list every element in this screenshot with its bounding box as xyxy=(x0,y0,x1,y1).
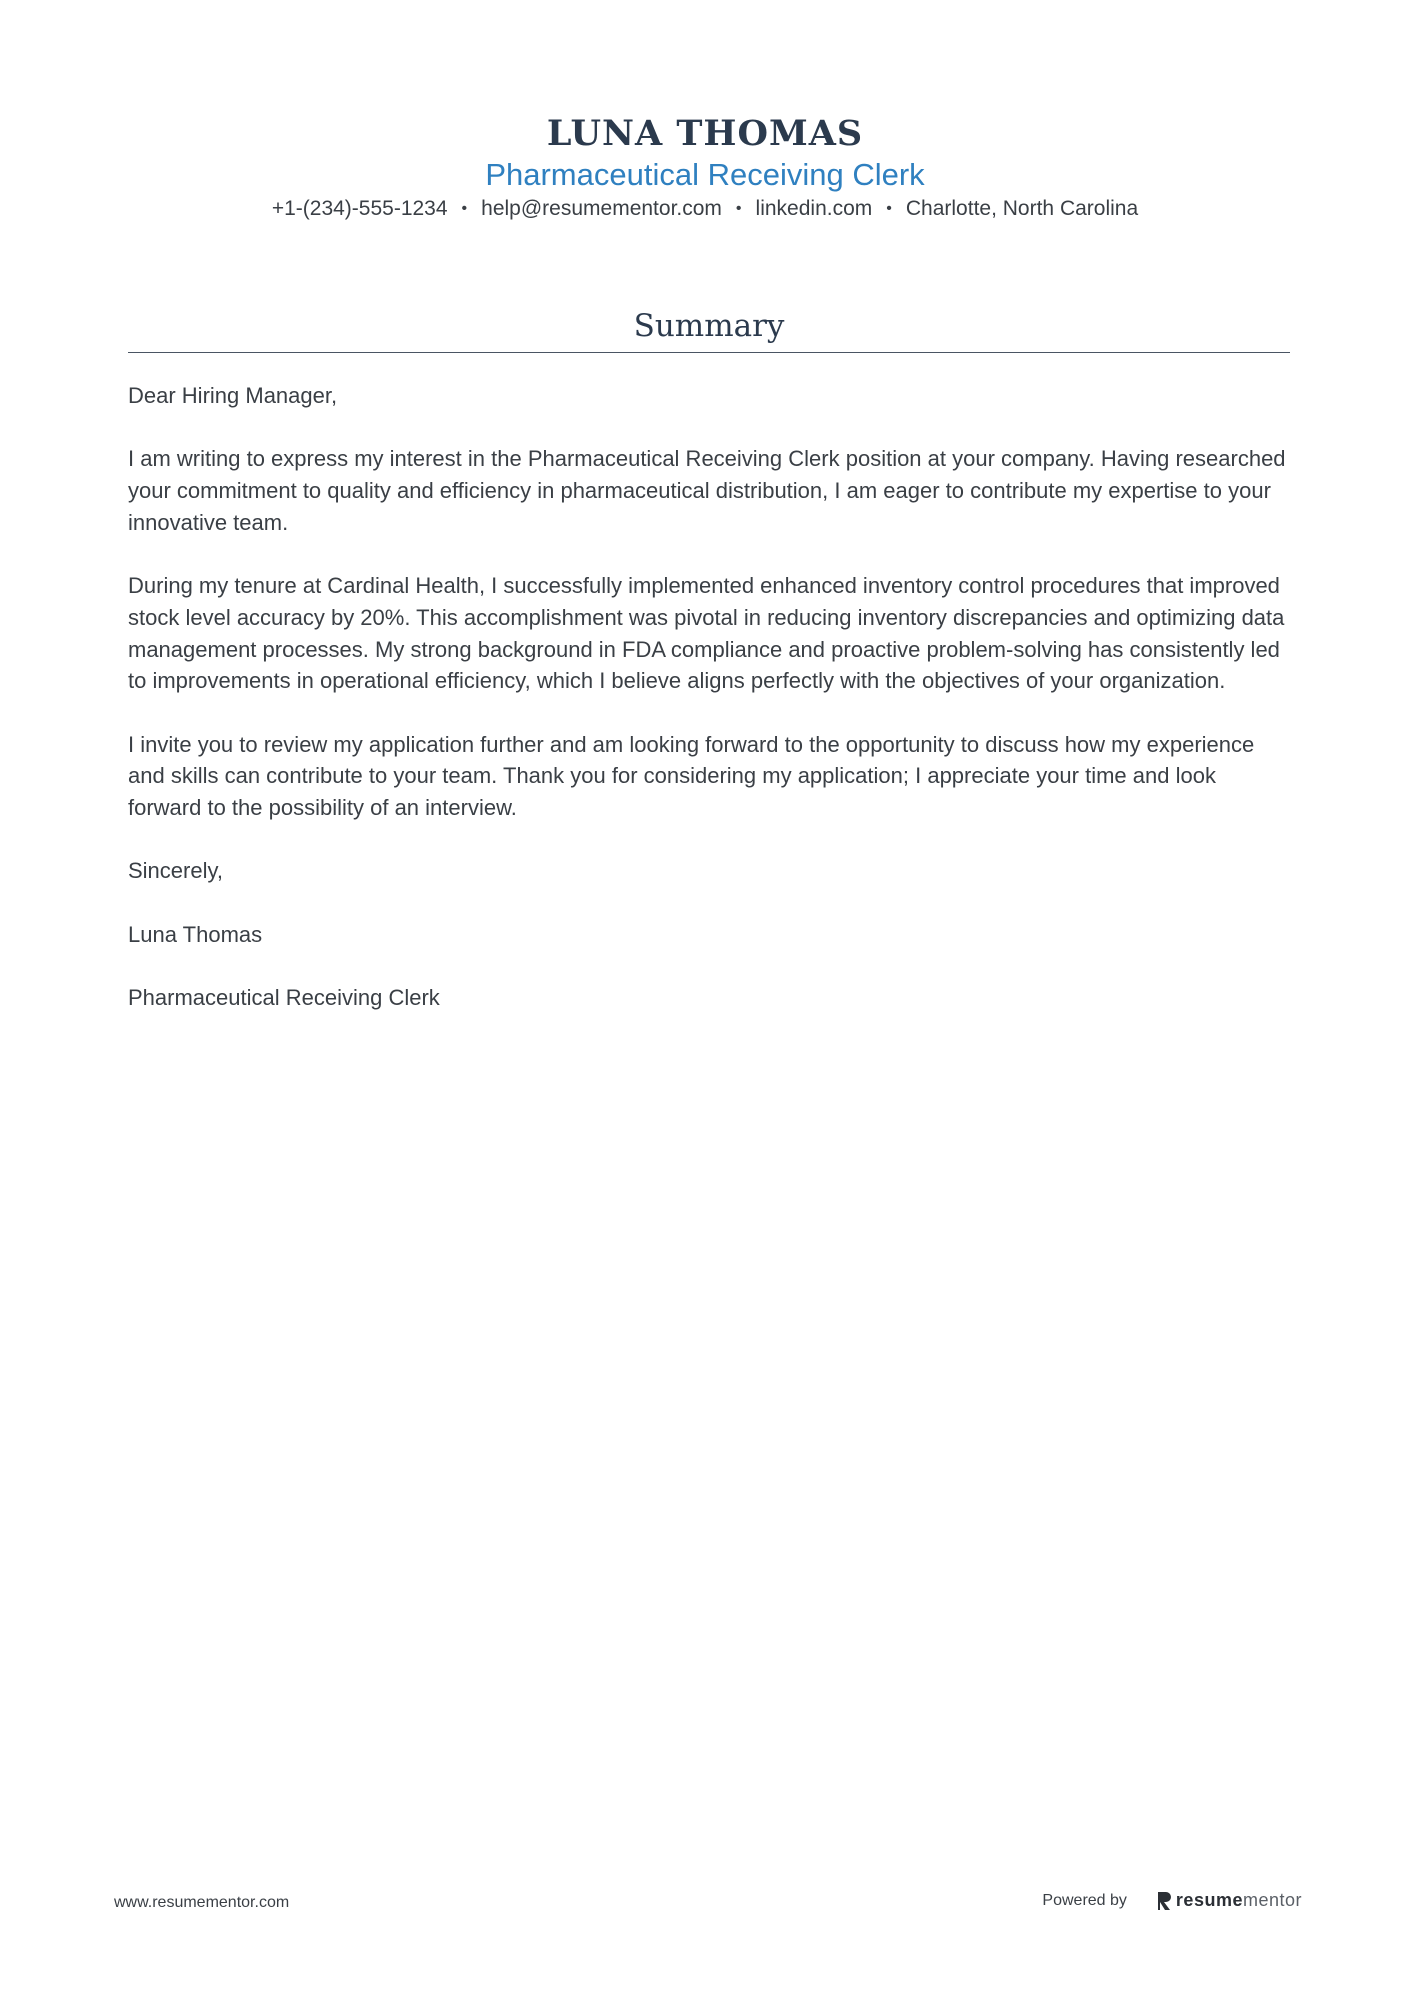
section-divider xyxy=(128,352,1290,353)
contact-location: Charlotte, North Carolina xyxy=(905,197,1139,220)
applicant-job-title: Pharmaceutical Receiving Clerk xyxy=(485,157,925,192)
contact-separator: • xyxy=(886,200,892,217)
contact-separator: • xyxy=(735,200,742,217)
letter-salutation: Dear Hiring Manager, xyxy=(128,383,338,408)
resumementor-logo xyxy=(1157,1890,1302,1911)
footer-branding xyxy=(1042,1890,1302,1911)
letter-paragraph: I am writing to express my interest in the Pharmaceutical Receiving Clerk position at your company. Having researched your commitment to quality and efficiency in pharmaceutical distribution, I am eager to contribute my expertise to your innovative team. xyxy=(128,446,1286,535)
letter-closing: Sincerely, xyxy=(128,858,223,884)
contact-linkedin: linkedin.com xyxy=(755,197,873,220)
letter-paragraph: During my tenure at Cardinal Health, I successfully implemented enhanced inventory control procedures that improved stock level accuracy by 20%. This accomplishment was pivotal in reducing inventory discrepancies and optimizing data management processes. My strong background in FDA compliance and proactive problem-solving has consistently led to improvements in operational efficiency, which I believe aligns perfectly with the objectives of your organization. xyxy=(128,573,1285,694)
letter-body xyxy=(128,380,1290,1046)
brand-name-part-2: mentor xyxy=(1242,1890,1302,1910)
contact-info xyxy=(0,194,1410,224)
resumementor-logo-icon xyxy=(1157,1891,1172,1911)
brand-name-part-1: resume xyxy=(1175,1890,1243,1910)
letter-header xyxy=(0,112,1410,224)
contact-separator: • xyxy=(461,200,468,217)
contact-phone: +1-(234)-555-1234 xyxy=(271,197,448,220)
applicant-name: LUNA THOMAS xyxy=(546,113,864,154)
signature-name: Luna Thomas xyxy=(128,921,263,947)
letter-paragraph: I invite you to review my application further and am looking forward to the opportunity to discuss how my experience and skills can contribute to your team. Thank you for considering my application; I appreciate your time and look forward to the possibility of an interview. xyxy=(128,731,1255,821)
signature-title: Pharmaceutical Receiving Clerk xyxy=(128,985,440,1011)
contact-email: help@resumementor.com xyxy=(481,197,722,220)
powered-by-label: Powered by xyxy=(1042,1891,1127,1909)
section-heading-summary: Summary xyxy=(633,308,785,344)
footer-website: www.resumementor.com xyxy=(114,1894,290,1911)
